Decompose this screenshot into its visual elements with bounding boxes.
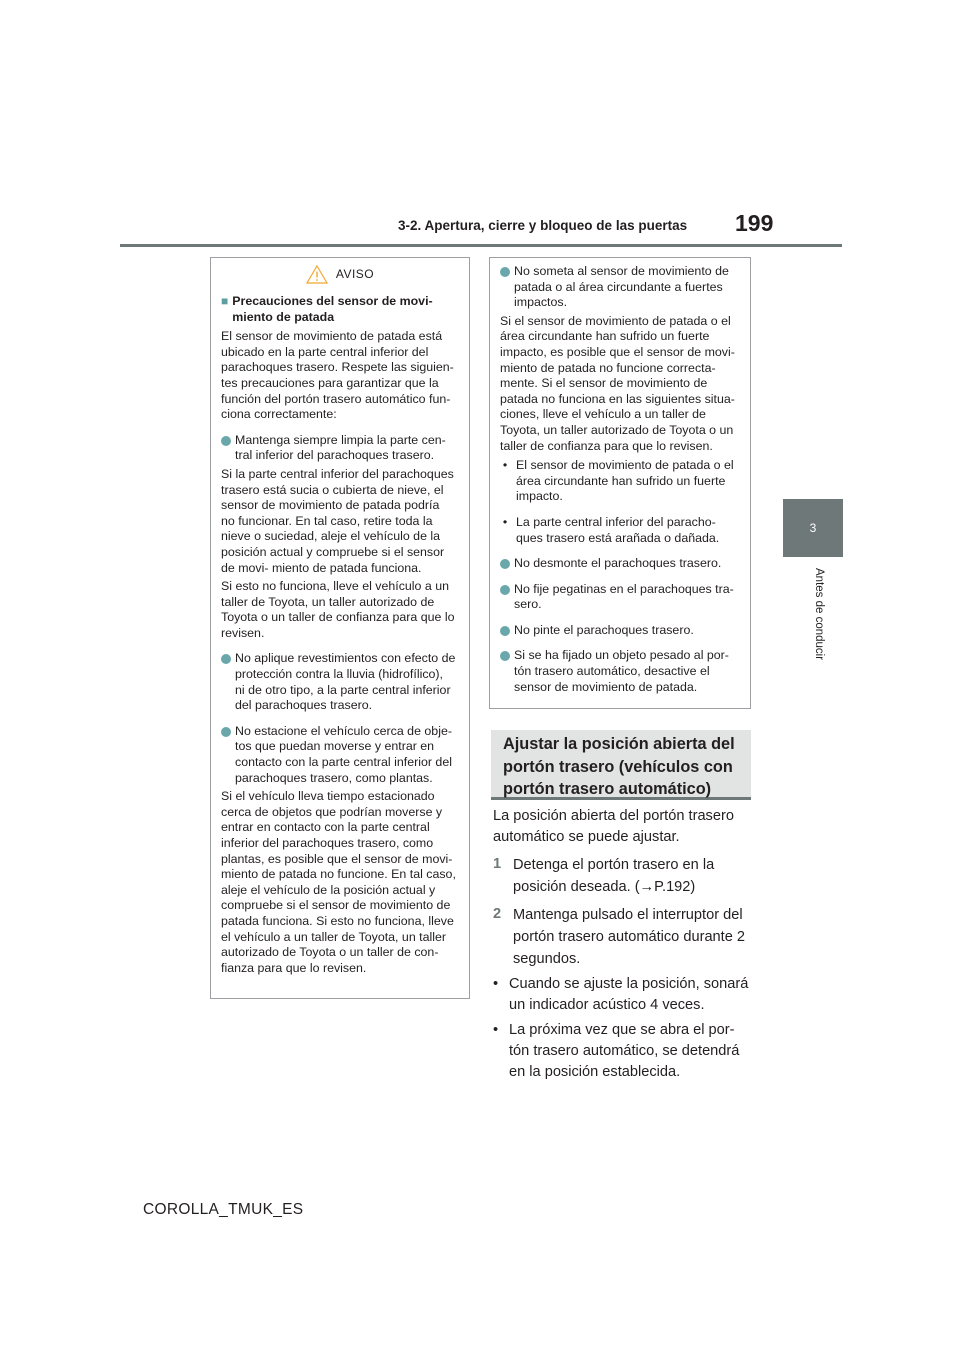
note-item: • Cuando se ajuste la posición, sonará un indicador acústico 4 veces. bbox=[493, 974, 755, 1016]
step-number: 1 bbox=[493, 856, 502, 872]
warning-paragraph: Si el vehículo lleva tiempo estacionado cerca de objetos que podrían moverse y entrar en contacto con la parte central inferior del parachoques trasero, como plantas, es posible que el sensor de movi- miento de patada no funcione. En tal caso, aleje el vehículo de la posición actual y compruebe si el sensor de movimiento de patada funciona. Si esto no funciona, lleve el vehículo a un taller de Toyota, un taller autorizado de Toyota o un taller de con- fianza para que lo revisen. bbox=[221, 789, 456, 975]
warning-bullet-text: No fije pegatinas en el parachoques tra- sero. bbox=[514, 581, 734, 612]
step-text[interactable]: Detenga el portón trasero en la posición deseada. (→P.192) bbox=[513, 857, 715, 895]
warning-box-left bbox=[210, 257, 470, 999]
warning-bullet-text: No desmonte el parachoques trasero. bbox=[514, 556, 722, 571]
warning-bullet-text: No pinte el parachoques trasero. bbox=[514, 622, 694, 637]
warning-bullet bbox=[221, 724, 456, 786]
chapter-number: 3 bbox=[809, 521, 817, 535]
warning-header bbox=[211, 265, 469, 284]
note-text: La próxima vez que se abra el por- tón trasero automático, se detendrá en la posición establecida. bbox=[509, 1022, 740, 1080]
warning-box-right bbox=[489, 257, 751, 709]
bullet-dot-icon bbox=[221, 727, 231, 737]
warning-bullet bbox=[500, 582, 740, 613]
warning-bullet bbox=[221, 433, 456, 464]
bullet-dot-icon bbox=[221, 436, 231, 446]
warning-bullet-text: No estacione el vehículo cerca de obje- tos que puedan moverse y entrar en contacto con la parte central inferior del parachoques trasero, como plantas. bbox=[235, 723, 452, 785]
bullet-dot-icon bbox=[500, 626, 510, 636]
note-text: Cuando se ajuste la posición, sonará un indicador acústico 4 veces. bbox=[509, 976, 749, 1013]
warning-title: AVISO bbox=[335, 266, 375, 281]
note-item: • La próxima vez que se abra el por- tón trasero automático, se detendrá en la posición establecida. bbox=[493, 1020, 755, 1083]
warning-bullet bbox=[500, 264, 740, 311]
warning-paragraph: Si la parte central inferior del parachoques trasero está sucia o cubierta de nieve, el sensor de movimiento de patada podría no funcionar. En tal caso, retire toda la nieve o suciedad, aleje el vehículo de la posición actual y compruebe si el sensor de movi- miento de patada funciona. bbox=[221, 466, 454, 575]
warning-heading-text: Precauciones del sensor de movi- miento de patada bbox=[232, 294, 433, 324]
warning-sub-bullet-text: La parte central inferior del paracho- ques trasero está arañada o dañada. bbox=[516, 514, 720, 545]
step-text: Mantenga pulsado el interruptor del portón trasero automático durante 2 segundos. bbox=[513, 907, 746, 967]
section-heading: Ajustar la posición abierta del portón trasero (vehículos con portón trasero automático) bbox=[491, 730, 751, 800]
warning-sub-bullet-text: El sensor de movimiento de patada o el área circundante han sufrido un fuerte impacto. bbox=[516, 458, 734, 504]
warning-bullet bbox=[500, 556, 740, 572]
section-intro: La posición abierta del portón trasero automático se puede ajustar. bbox=[493, 808, 734, 845]
square-bullet-icon: ■ bbox=[221, 294, 229, 308]
warning-heading bbox=[221, 294, 456, 325]
step-item bbox=[493, 904, 755, 970]
warning-paragraph: Si esto no funciona, lleve el vehículo a un taller de Toyota, un taller autorizado de Toyota o un taller de confianza para que lo revisen. bbox=[221, 579, 455, 640]
step-item bbox=[493, 854, 755, 898]
document-code: COROLLA_TMUK_ES bbox=[143, 1201, 304, 1218]
chapter-tab[interactable] bbox=[783, 499, 843, 557]
warning-bullet-text: Si se ha fijado un objeto pesado al por- tón trasero automático, desactive el sensor de movimiento de patada. bbox=[514, 648, 729, 694]
bullet-dot-icon bbox=[500, 651, 510, 661]
warning-paragraph: Si el sensor de movimiento de patada o el área circundante han sufrido un fuerte impacto, es posible que el sensor de movi- miento de patada no funcione correcta- mente. Si el sensor de movimiento de patada no funciona en las siguientes situa- ciones, lleve el vehículo a un taller de Toyota, un taller autorizado de Toyota o un taller de confianza para que lo revisen. bbox=[500, 313, 735, 453]
warning-intro: El sensor de movimiento de patada está ubicado en la parte central inferior del parachoques trasero. Respete las siguien- tes precauciones para garantizar que la función del portón trasero automático fun- ciona correctamente: bbox=[221, 329, 454, 422]
warning-sub-bullet: • El sensor de movimiento de patada o el área circundante han sufrido un fuerte impacto. bbox=[500, 458, 740, 505]
bullet-dot-icon bbox=[221, 654, 231, 664]
section-header-title: 3-2. Apertura, cierre y bloqueo de las puertas bbox=[398, 218, 688, 233]
warning-bullet-text: Mantenga siempre limpia la parte cen- tral inferior del parachoques trasero. bbox=[235, 432, 446, 463]
warning-bullet-text: No aplique revestimientos con efecto de protección contra la lluvia (hidrofílico), ni de otro tipo, a la parte central inferior del parachoques trasero. bbox=[235, 651, 456, 713]
page-number: 199 bbox=[735, 210, 774, 236]
header-divider bbox=[120, 244, 842, 247]
warning-bullet-text: No someta al sensor de movimiento de patada o al área circundante a fuertes impactos. bbox=[514, 264, 729, 310]
warning-bullet bbox=[500, 648, 740, 695]
step-number: 2 bbox=[493, 906, 502, 922]
bullet-dot-icon bbox=[500, 559, 510, 569]
warning-triangle-icon bbox=[306, 265, 328, 284]
bullet-dot-icon bbox=[500, 585, 510, 595]
bullet-dot-icon bbox=[500, 267, 510, 277]
chapter-label: Antes de conducir bbox=[813, 568, 825, 661]
section-body bbox=[493, 806, 755, 1083]
warning-bullet bbox=[500, 623, 740, 639]
warning-bullet bbox=[221, 651, 456, 713]
warning-sub-bullet: • La parte central inferior del paracho- ques trasero está arañada o dañada. bbox=[500, 515, 740, 546]
